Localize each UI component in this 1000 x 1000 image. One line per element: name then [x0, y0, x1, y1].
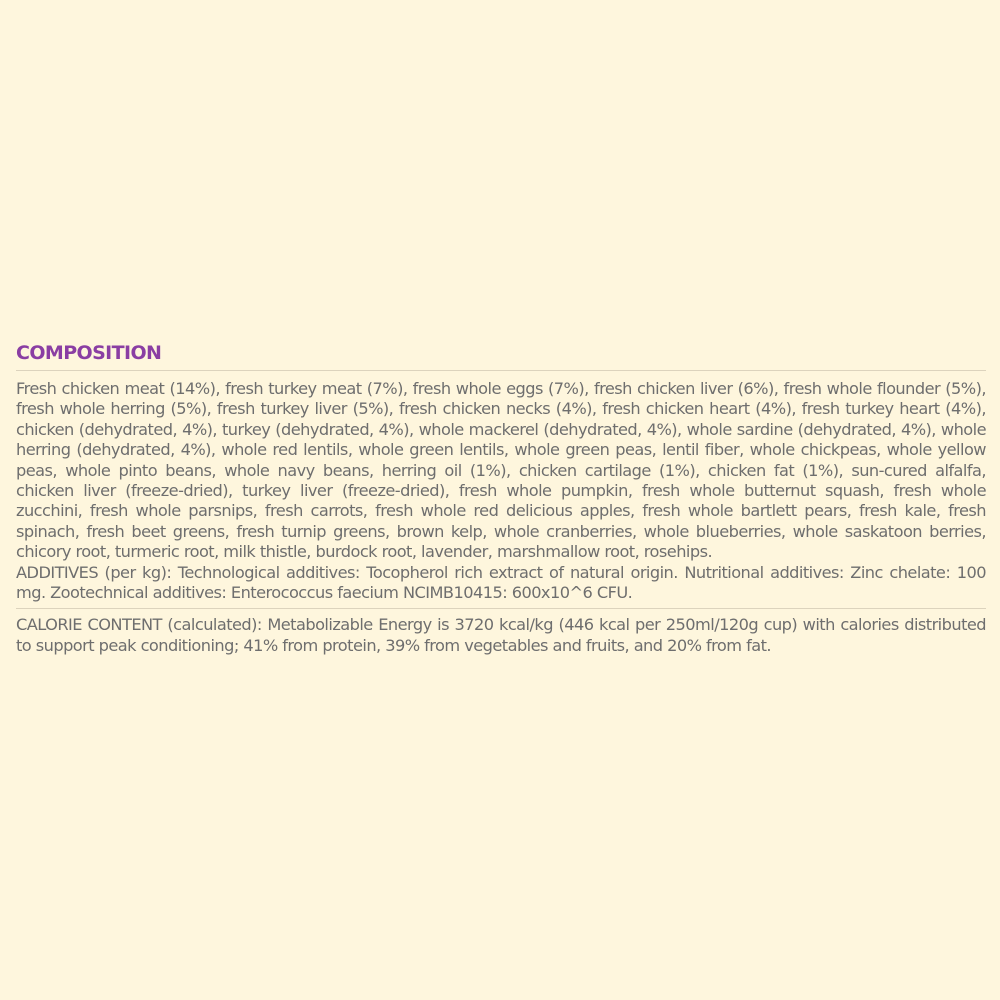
- composition-heading: COMPOSITION: [16, 342, 162, 364]
- calorie-content: CALORIE CONTENT (calculated): Metabolizable Energy is 3720 kcal/kg (446 kcal per 250ml/120g cup) with calories distributed to support peak conditioning; 41% from protein, 39% from vegetables and fruits, and 20% from fat.: [16, 615, 986, 655]
- composition-panel: [16, 340, 986, 656]
- calorie-content-text: [16, 609, 986, 656]
- ingredients-text: [16, 371, 986, 608]
- additives-text: ADDITIVES (per kg): Technological additives: Tocopherol rich extract of natural origin. Nutritional additives: Zinc chelate: 100 mg. Zootechnical additives: Enterococcus faecium NCIMB10415: 600x10^6 CFU.: [16, 562, 986, 603]
- ingredients-list: Fresh chicken meat (14%), fresh turkey meat (7%), fresh whole eggs (7%), fresh chicken liver (6%), fresh whole flounder (5%), fresh whole herring (5%), fresh turkey liver (5%), fresh chicken necks (4%), fresh chicken heart (4%), fresh turkey heart (4%), chicken (dehydrated, 4%), turkey (dehydrated, 4%), whole mackerel (dehydrated, 4%), whole sardine (dehydrated, 4%), whole herring (dehydrated, 4%), whole red lentils, whole green lentils, whole green peas, lentil fiber, whole chickpeas, whole yellow peas, whole pinto beans, whole navy beans, herring oil (1%), chicken cartilage (1%), chicken fat (1%), sun-cured alfalfa, chicken liver (freeze-dried), turkey liver (freeze-dried), fresh whole pumpkin, fresh whole butternut squash, fresh whole zucchini, fresh whole parsnips, fresh carrots, fresh whole red delicious apples, fresh whole bartlett pears, fresh kale, fresh spinach, fresh beet greens, fresh turnip greens, brown kelp, whole cranberries, whole blueberries, whole saskatoon berries, chicory root, turmeric root, milk thistle, burdock root, lavender, marshmallow root, rosehips.: [16, 379, 986, 562]
